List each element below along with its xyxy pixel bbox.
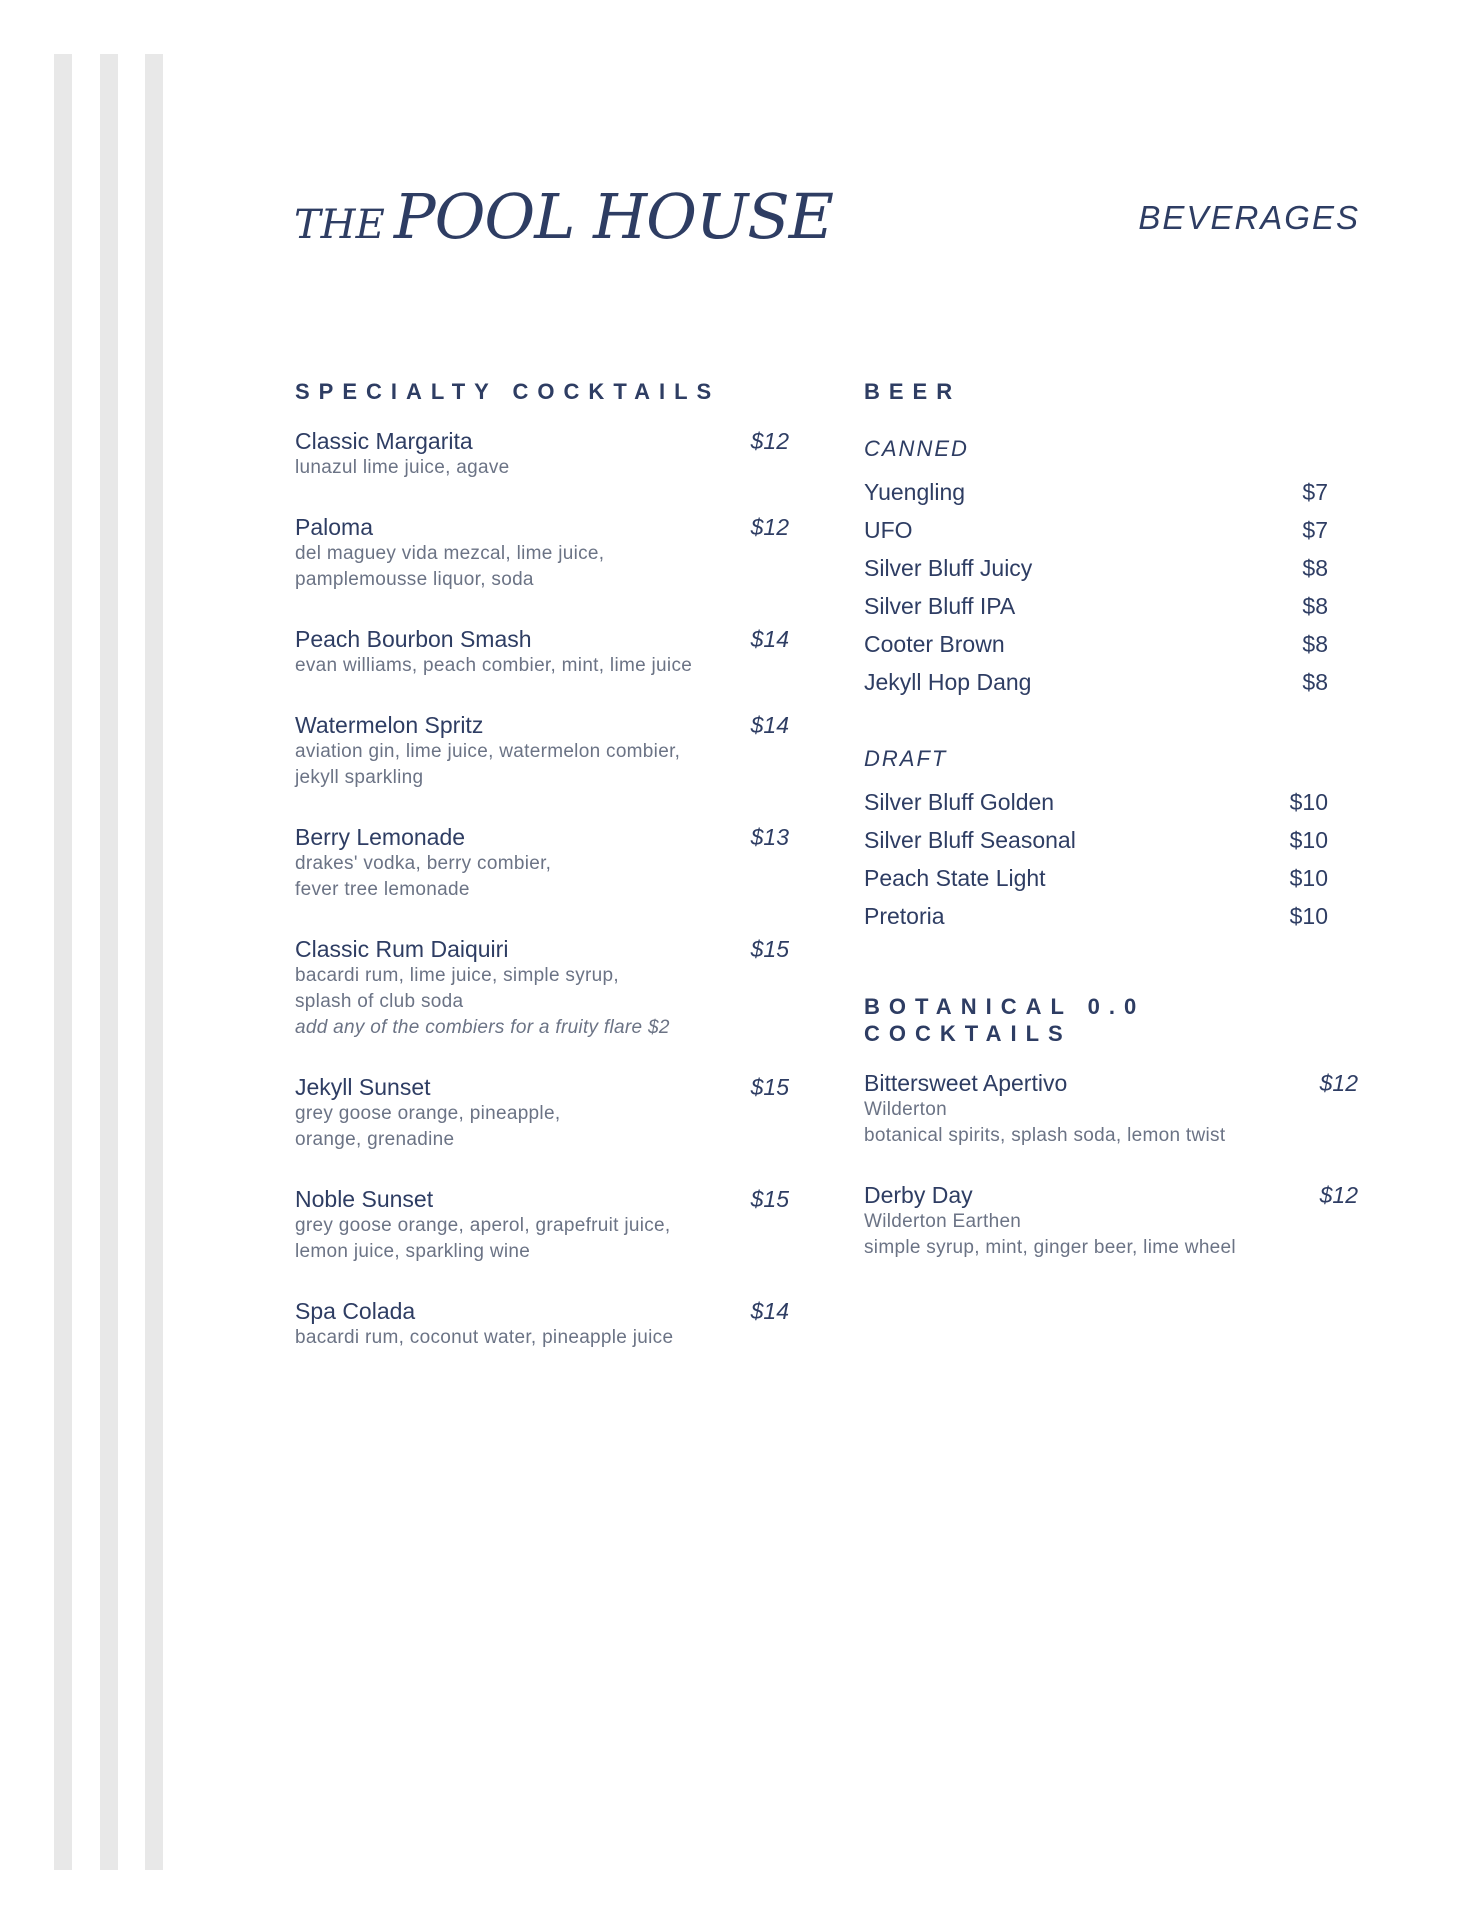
- menu-item: [295, 935, 789, 1041]
- beer-item: [864, 587, 1328, 625]
- item-description: lemon juice, sparkling wine: [295, 1241, 531, 1262]
- item-price: $14: [750, 626, 789, 652]
- botanical-title-line1: BOTANICAL 0.0: [864, 994, 1146, 1019]
- draft-subtitle: DRAFT: [864, 746, 948, 771]
- logo-the: THE: [294, 202, 385, 248]
- item-description: grey goose orange, aperol, grapefruit juice,: [295, 1215, 671, 1236]
- item-description: fever tree lemonade: [295, 879, 470, 900]
- item-description: del maguey vida mezcal, lime juice,: [295, 543, 605, 564]
- menu-item: [295, 427, 789, 481]
- decorative-stripe: [145, 54, 163, 1870]
- item-description: grey goose orange, pineapple,: [295, 1103, 561, 1124]
- restaurant-logo: [294, 180, 833, 253]
- botanical-cocktails-title: [864, 993, 1358, 1047]
- item-name: Paloma: [295, 514, 373, 540]
- menu-item-header: [295, 427, 789, 455]
- item-note: add any of the combiers for a fruity flare $2: [295, 1017, 670, 1038]
- beer-item: [864, 821, 1328, 859]
- beer-item: [864, 549, 1328, 587]
- decorative-stripe: [100, 54, 118, 1870]
- item-description: drakes' vodka, berry combier,: [295, 853, 552, 874]
- item-description: evan williams, peach combier, mint, lime juice: [295, 655, 693, 676]
- item-description: simple syrup, mint, ginger beer, lime wheel: [864, 1237, 1236, 1258]
- menu-item: [295, 1073, 789, 1153]
- menu-item: [295, 823, 789, 903]
- beer-name: Peach State Light: [864, 865, 1046, 891]
- beer-price: $8: [1302, 669, 1328, 695]
- item-price: $14: [750, 712, 789, 738]
- logo-name: POOL HOUSE: [393, 180, 833, 253]
- item-description: botanical spirits, splash soda, lemon twist: [864, 1125, 1226, 1146]
- beer-price: $7: [1302, 517, 1328, 543]
- menu-item: [295, 711, 789, 791]
- menu-item: [295, 513, 789, 593]
- menu-item-header: [295, 823, 789, 851]
- beer-price: $8: [1302, 555, 1328, 581]
- menu-item-header: [864, 1181, 1358, 1209]
- decorative-stripe: [54, 54, 72, 1870]
- item-description: jekyll sparkling: [295, 767, 424, 788]
- beer-name: Silver Bluff Golden: [864, 789, 1055, 815]
- item-name: Spa Colada: [295, 1298, 416, 1324]
- beer-item: [864, 473, 1328, 511]
- item-description: bacardi rum, lime juice, simple syrup,: [295, 965, 619, 986]
- item-description: splash of club soda: [295, 991, 464, 1012]
- menu-item: [295, 625, 789, 679]
- beer-item: [864, 897, 1328, 935]
- canned-beer-list: [864, 473, 1358, 701]
- item-price: $15: [750, 1074, 789, 1100]
- menu-item-header: [295, 1185, 789, 1213]
- item-price: $12: [750, 428, 789, 454]
- item-name: Peach Bourbon Smash: [295, 626, 532, 652]
- beer-item: [864, 511, 1328, 549]
- beer-price: $7: [1302, 479, 1328, 505]
- item-price: $15: [750, 1186, 789, 1212]
- beer-name: Jekyll Hop Dang: [864, 669, 1032, 695]
- beer-name: Yuengling: [864, 479, 966, 505]
- item-description: aviation gin, lime juice, watermelon combier,: [295, 741, 681, 762]
- right-column: [864, 378, 1358, 1293]
- item-price: $12: [1319, 1182, 1358, 1208]
- menu-item: [295, 1185, 789, 1265]
- item-description: orange, grenadine: [295, 1129, 455, 1150]
- canned-subtitle: CANNED: [864, 436, 969, 461]
- menu-item-header: [295, 711, 789, 739]
- menu-item-header: [295, 1073, 789, 1101]
- menu-item: [864, 1181, 1358, 1261]
- beer-item: [864, 663, 1328, 701]
- item-name: Derby Day: [864, 1182, 973, 1208]
- menu-item-header: [295, 625, 789, 653]
- item-name: Watermelon Spritz: [295, 712, 484, 738]
- beer-name: Pretoria: [864, 903, 945, 929]
- item-name: Berry Lemonade: [295, 824, 466, 850]
- botanical-cocktails-list: [864, 1069, 1358, 1261]
- beer-item: [864, 625, 1328, 663]
- beer-price: $10: [1289, 865, 1328, 891]
- item-description: Wilderton: [864, 1099, 947, 1120]
- beer-price: $8: [1302, 593, 1328, 619]
- menu-item-header: [864, 1069, 1358, 1097]
- menu-item: [864, 1069, 1358, 1149]
- menu-item-header: [295, 513, 789, 541]
- beer-price: $10: [1289, 827, 1328, 853]
- beer-title: BEER: [864, 379, 962, 404]
- beer-name: Silver Bluff Juicy: [864, 555, 1033, 581]
- item-name: Classic Margarita: [295, 428, 473, 454]
- item-price: $12: [1319, 1070, 1358, 1096]
- item-price: $13: [750, 824, 789, 850]
- item-price: $14: [750, 1298, 789, 1324]
- beer-name: Cooter Brown: [864, 631, 1005, 657]
- beer-price: $10: [1289, 903, 1328, 929]
- menu-item-header: [295, 1297, 789, 1325]
- left-column: [295, 378, 789, 1383]
- menu-item: [295, 1297, 789, 1351]
- item-description: lunazul lime juice, agave: [295, 457, 510, 478]
- specialty-cocktails-title: SPECIALTY COCKTAILS: [295, 379, 721, 404]
- beer-price: $8: [1302, 631, 1328, 657]
- beer-name: Silver Bluff Seasonal: [864, 827, 1076, 853]
- item-description: Wilderton Earthen: [864, 1211, 1022, 1232]
- beer-name: Silver Bluff IPA: [864, 593, 1016, 619]
- item-name: Noble Sunset: [295, 1186, 434, 1212]
- menu-section-label: BEVERAGES: [1138, 199, 1360, 236]
- beer-price: $10: [1289, 789, 1328, 815]
- item-price: $12: [750, 514, 789, 540]
- beer-name: UFO: [864, 517, 913, 543]
- botanical-title-line2: COCKTAILS: [864, 1021, 1072, 1046]
- item-description: pamplemousse liquor, soda: [295, 569, 534, 590]
- beer-item: [864, 783, 1328, 821]
- menu-item-header: [295, 935, 789, 963]
- item-name: Jekyll Sunset: [295, 1074, 431, 1100]
- draft-beer-list: [864, 783, 1358, 935]
- beer-item: [864, 859, 1328, 897]
- item-description: bacardi rum, coconut water, pineapple juice: [295, 1327, 674, 1348]
- item-name: Bittersweet Apertivo: [864, 1070, 1068, 1096]
- specialty-cocktails-list: [295, 427, 789, 1351]
- item-name: Classic Rum Daiquiri: [295, 936, 509, 962]
- item-price: $15: [750, 936, 789, 962]
